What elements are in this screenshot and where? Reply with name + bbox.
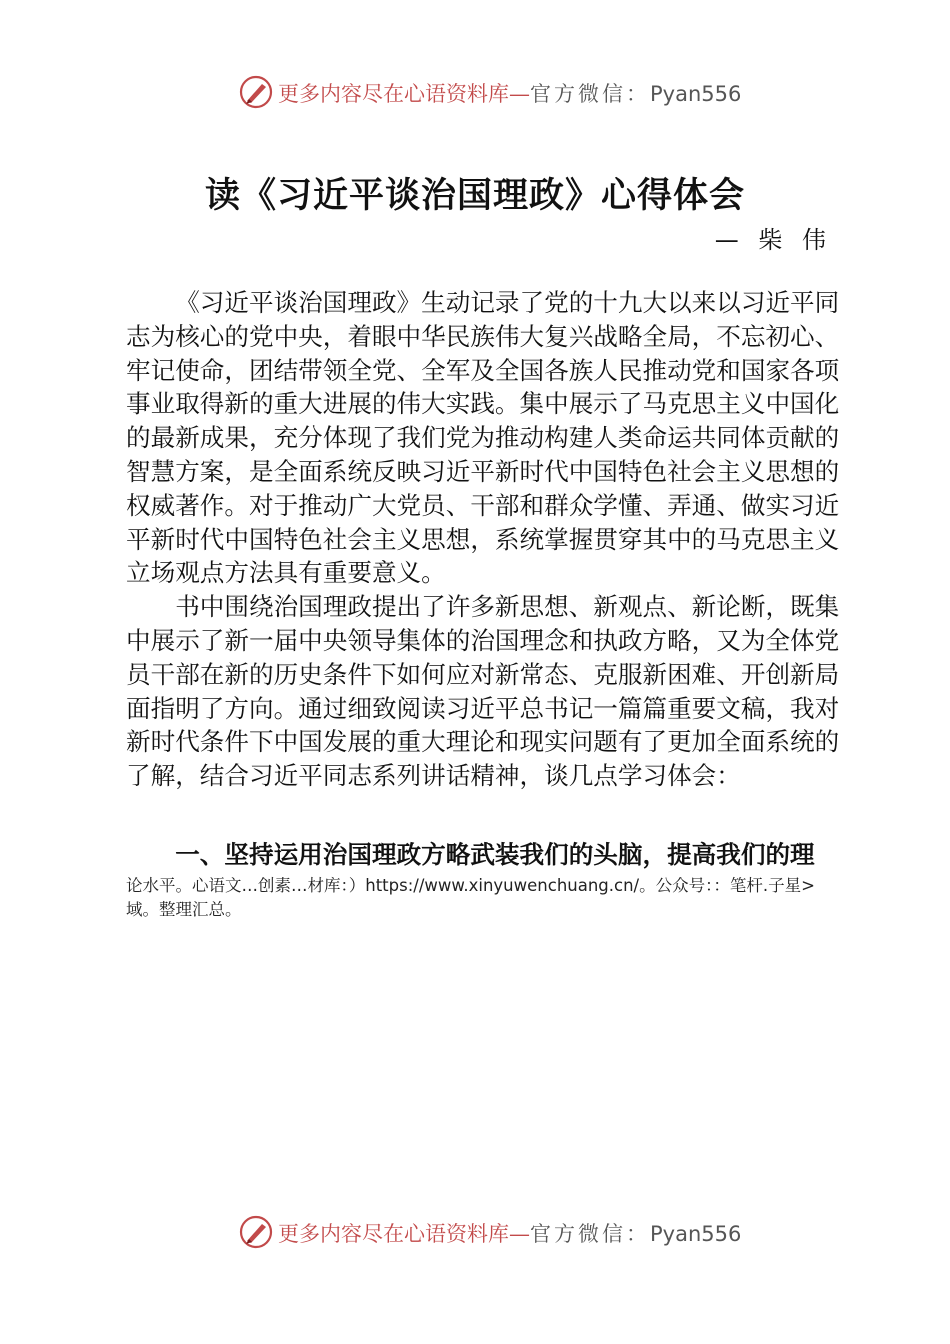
watermark-source: 更多内容尽在心语资料库 — [278, 1222, 509, 1246]
watermark-wechat-label: 官方微信： — [530, 1222, 650, 1246]
watermark-footer — [0, 1212, 950, 1252]
watermark-text — [278, 1218, 741, 1248]
watermark-wechat-account: Pyan556 — [650, 82, 742, 106]
watermark-header — [0, 72, 950, 112]
watermark-text — [278, 78, 741, 108]
pen-logo-icon — [238, 74, 274, 110]
watermark-source: 更多内容尽在心语资料库 — [278, 82, 509, 106]
paragraph-2: 书中围绕治国理政提出了许多新思想、新观点、新论断，既集中展示了新一届中央领导集体的治国理念和执政方略，又为全体党员干部在新的历史条件下如何应对新常态、克服新困难、开创新局面指明了方向。通过细致阅读习近平总书记一篇篇重要文稿，我对新时代条件下中国发展的重大理论和现实问题有了更加全面系统的了解，结合习近平同志系列讲话精神，谈几点学习体会： — [126, 592, 840, 791]
author-line: — 柴 伟 — [714, 226, 832, 254]
watermark-separator: — — [509, 1222, 530, 1246]
pen-logo-icon — [238, 1214, 274, 1250]
page-title: 读《习近平谈治国理政》心得体会 — [204, 175, 745, 216]
source-note: 论水平。心语文…创素…材库：）https://www.xinyuwenchuang.cn/。公众号：：笔杆.子星>域。整理汇总。 — [126, 876, 815, 919]
body-text — [126, 286, 842, 793]
watermark-wechat-account: Pyan556 — [650, 1222, 742, 1246]
section-heading: 一、坚持运用治国理政方略武装我们的头脑，提高我们的理 — [175, 840, 815, 869]
watermark-separator: — — [509, 82, 530, 106]
watermark-wechat-label: 官方微信： — [530, 82, 650, 106]
paragraph-1: 《习近平谈治国理政》生动记录了党的十九大以来以习近平同志为核心的党中央，着眼中华民族伟大复兴战略全局，不忘初心、牢记使命，团结带领全党、全军及全国各族人民推动党和国家各项事业取得新的重大进展的伟大实践。集中展示了马克思主义中国化的最新成果，充分体现了我们党为推动构建人类命运共同体贡献的智慧方案，是全面系统反映习近平新时代中国特色社会主义思想的权威著作。对于推动广大党员、干部和群众学懂、弄通、做实习近平新时代中国特色社会主义思想，系统掌握贯穿其中的马克思主义立场观点方法具有重要意义。 — [126, 288, 840, 588]
